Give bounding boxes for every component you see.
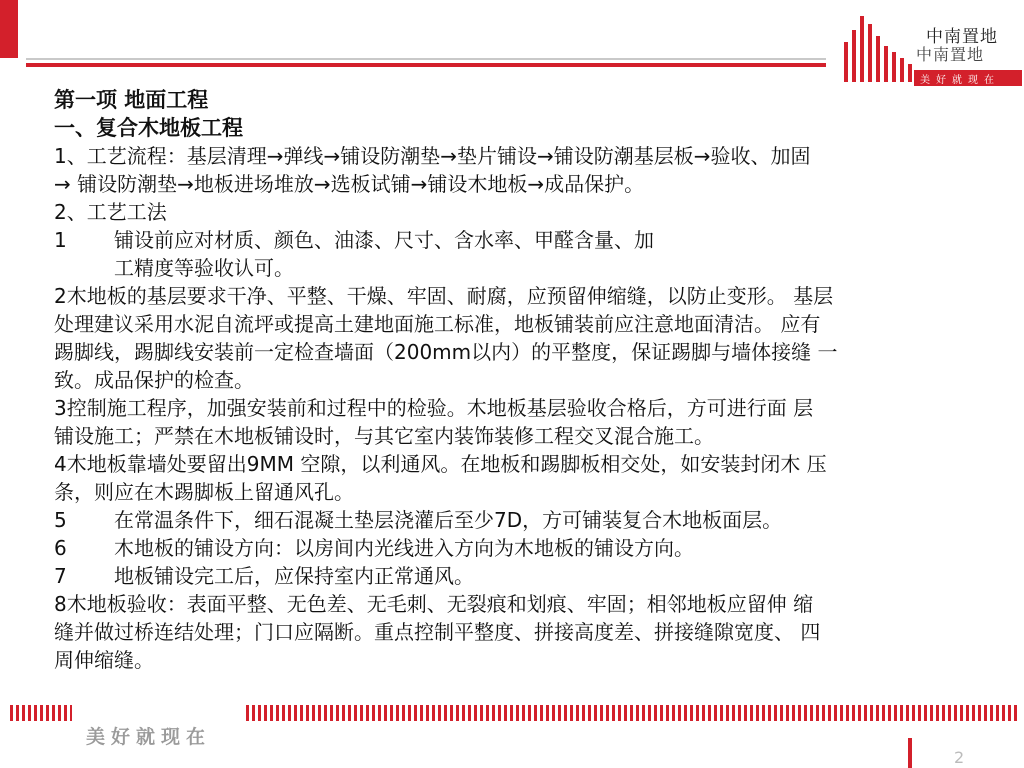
logo-slogan: 美好就现在: [920, 75, 1000, 86]
text-line: 周伸缩缝。: [54, 648, 154, 672]
text-line: 工精度等验收认可。: [114, 256, 294, 280]
text-line: 4木地板靠墙处要留出9MM 空隙，以利通风。在地板和踢脚板相交处，如安装封闭木 压: [54, 452, 827, 476]
text-line: → 铺设防潮垫→地板进场堆放→选板试铺→铺设木地板→成品保护。: [54, 172, 645, 196]
brand-name: 中南置地: [926, 27, 998, 47]
list-number: 6: [54, 536, 67, 560]
header-gray-rule: [26, 58, 826, 60]
logo-bars: [844, 16, 924, 82]
list-text: 地板铺设完工后，应保持室内正常通风。: [114, 564, 474, 588]
main-content: [54, 86, 994, 674]
text-line: 条，则应在木踢脚板上留通风孔。: [54, 480, 354, 504]
text-line: 踢脚线，踢脚线安装前一定检查墙面（200mm以内）的平整度，保证踢脚与墙体接缝 一: [54, 340, 838, 364]
text-line: 致。成品保护的检查。: [54, 368, 254, 392]
list-text: 在常温条件下，细石混凝土垫层浇灌后至少7D，方可铺装复合木地板面层。: [114, 508, 783, 532]
brand-name-shadow: 中南置地: [916, 45, 985, 64]
list-number: 1: [54, 228, 67, 252]
text-line: 2、工艺工法: [54, 200, 167, 224]
list-number: 7: [54, 564, 67, 588]
text-line: 3控制施工程序，加强安装前和过程中的检验。木地板基层验收合格后，方可进行面 层: [54, 396, 814, 420]
text-line: 处理建议采用水泥自流坪或提高土建地面施工标准，地板铺装前应注意地面清洁。 应有: [54, 312, 821, 336]
corner-red-block: [0, 0, 18, 58]
header-red-stripe: [26, 63, 826, 67]
text-line: 1、工艺流程：基层清理→弹线→铺设防潮垫→垫片铺设→铺设防潮基层板→验收、加固: [54, 144, 811, 168]
list-text: 铺设前应对材质、颜色、油漆、尺寸、含水率、甲醛含量、加: [114, 228, 654, 252]
list-item-5: [54, 506, 994, 534]
text-line: 缝并做过桥连结处理；门口应隔断。重点控制平整度、拼接高度差、拼接缝隙宽度、 四: [54, 620, 821, 644]
footer-red-line: [908, 738, 912, 768]
footer-bars-right: [246, 705, 1020, 721]
list-number: 5: [54, 508, 67, 532]
footer-slogan: 美好就现在: [86, 726, 212, 748]
list-item-7: [54, 562, 994, 590]
brand-logo: [836, 8, 1024, 92]
text-line: 铺设施工；严禁在木地板铺设时，与其它室内装饰装修工程交叉混合施工。: [54, 424, 714, 448]
footer-bars-left: [10, 705, 72, 721]
text-line: 8木地板验收：表面平整、无色差、无毛刺、无裂痕和划痕、牢固；相邻地板应留伸 缩: [54, 592, 814, 616]
list-text: 木地板的铺设方向：以房间内光线进入方向为木地板的铺设方向。: [114, 536, 694, 560]
list-item-1: [54, 226, 994, 254]
section-title: 第一项 地面工程: [54, 88, 209, 112]
list-item-6: [54, 534, 994, 562]
text-line: 2木地板的基层要求干净、平整、干燥、牢固、耐腐，应预留伸缩缝，以防止变形。 基层: [54, 284, 834, 308]
subsection-title: 一、复合木地板工程: [54, 116, 243, 140]
page-number: 2: [954, 748, 965, 767]
